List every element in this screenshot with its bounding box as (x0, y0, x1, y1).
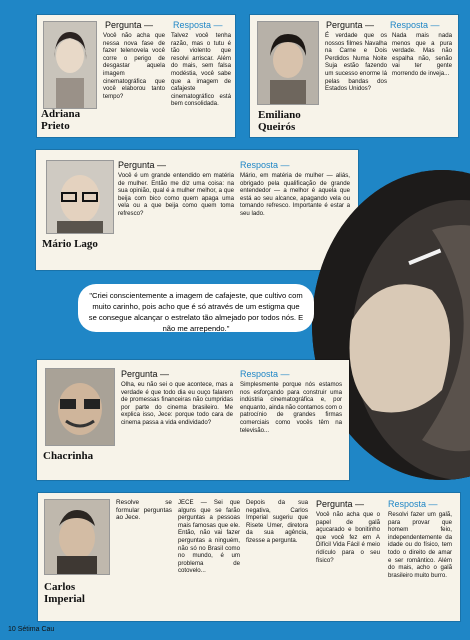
question-label: Pergunta — (121, 369, 170, 379)
question-text: Olha, eu não sei o que acontece, mas a verdade é que todo dia eu ouço falarem de promessas financeiras não cumpridas por parte do cinema brasileiro. Me explica isso, Jece: porque todo cara de cinema passa a vida endividado? (121, 381, 233, 426)
person-name: Adriana Prieto (41, 108, 81, 132)
pull-quote: "Criei conscientemente a imagem de cafajeste, que cultivo com muito carinho, pois acho que é só através de um estigma que se consegue alcançar o estrelato tão almejado por todos nós. E não me arrependo." (78, 284, 314, 332)
question-text: Você é um grande entendido em matéria de mulher. Então me diz uma coisa: na sua opinião, qual é a mulher melhor, a que beija com bico como quem apaga uma vela ou a que beija como quem toma refresco? (118, 172, 234, 217)
answer-label: Resposta — (173, 20, 223, 30)
portrait-photo (45, 368, 115, 446)
page-footer: 10 Sétima Cau (8, 626, 55, 633)
question-text: É verdade que os nossos filmes Navalha na Carne e Dois Perdidos Numa Noite Suja estão fazendo um sucesso enorme lá pelas bandas dos Estados Unidos? (325, 32, 387, 93)
interview-card-adriana (37, 15, 235, 137)
portrait-photo (43, 21, 97, 109)
followup-text: Depois da sua negativa, Carlos Imperial sugeriu que Risete Umer, diretora da sua agência, fizesse a pergunta. (246, 499, 308, 544)
person-name: Chacrinha (43, 450, 94, 462)
answer-label: Resposta — (240, 369, 290, 379)
answer-text: Talvez você tenha razão, mas o tutu é tão violento que resolvi arriscar. Além do mais, sem falsa modéstia, você sabe que a imagem de cafajeste cinematográfico está bem consolidada. (171, 32, 231, 108)
interview-card-emiliano (250, 15, 458, 137)
answer-text: Simplesmente porque nós estamos nos esforçando para construir uma indústria cinematográfica e, por enquanto, ainda não contamos com o patrocínio de grandes firmas comerciais como vocês têm na televisão... (240, 381, 342, 434)
question-label: Pergunta — (316, 499, 365, 509)
answer-label: Resposta — (240, 160, 290, 170)
answer-label: Resposta — (390, 20, 440, 30)
portrait-photo (257, 21, 319, 105)
answer-text: Nada mais nada menos que a pura verdade. Mas não espalha não, senão vai ter gente morrendo de inveja... (392, 32, 452, 77)
answer-text: Mário, em matéria de mulher — aliás, obrigado pela qualificação de grande entendedor — a melhor é aquela que está ao seu alcance, apagando vela ou tomando refresco. Importante é estar a seu lado. (240, 172, 350, 217)
question-text: Você não acha que o papel de galã açucarado e bonitinho que você fez em A Difícil Vida Fácil é meio ridículo para o seu físico? (316, 511, 380, 564)
question-label: Pergunta — (105, 20, 154, 30)
interview-card-mario (36, 150, 358, 270)
portrait-photo (46, 160, 114, 234)
jece-reply-text: JECE — Sei que alguns que se farão perguntas a pessoas mais famosas que ele. Então, não vai fazer perguntas a ninguém, não só no Brasil como no mundo, é um problema de cotovelo... (178, 499, 240, 575)
person-name: Carlos Imperial (44, 581, 85, 605)
interview-card-carlos (38, 493, 460, 621)
intro-text: Resolve se formular perguntas ao Jece. (116, 499, 172, 522)
portrait-photo (44, 499, 110, 575)
question-text: Você não acha que nessa nova fase de fazer telenovela você corre o perigo de desgastar aquela imagem cinematográfica que você elaborou tanto tempo? (103, 32, 165, 100)
person-name: Mário Lago (42, 238, 98, 250)
question-label: Pergunta — (118, 160, 167, 170)
interview-card-chacrinha (37, 360, 349, 480)
answer-label: Resposta — (388, 499, 438, 509)
question-label: Pergunta — (326, 20, 375, 30)
answer-text: Resolvi fazer um galã, para provar que homem feio, independentemente da idade ou do físico, tem todo o direito de amar e ser romântico. Além do mais, acho o galã brasileiro muito burro. (388, 511, 452, 579)
person-name: Emiliano Queirós (258, 109, 301, 133)
